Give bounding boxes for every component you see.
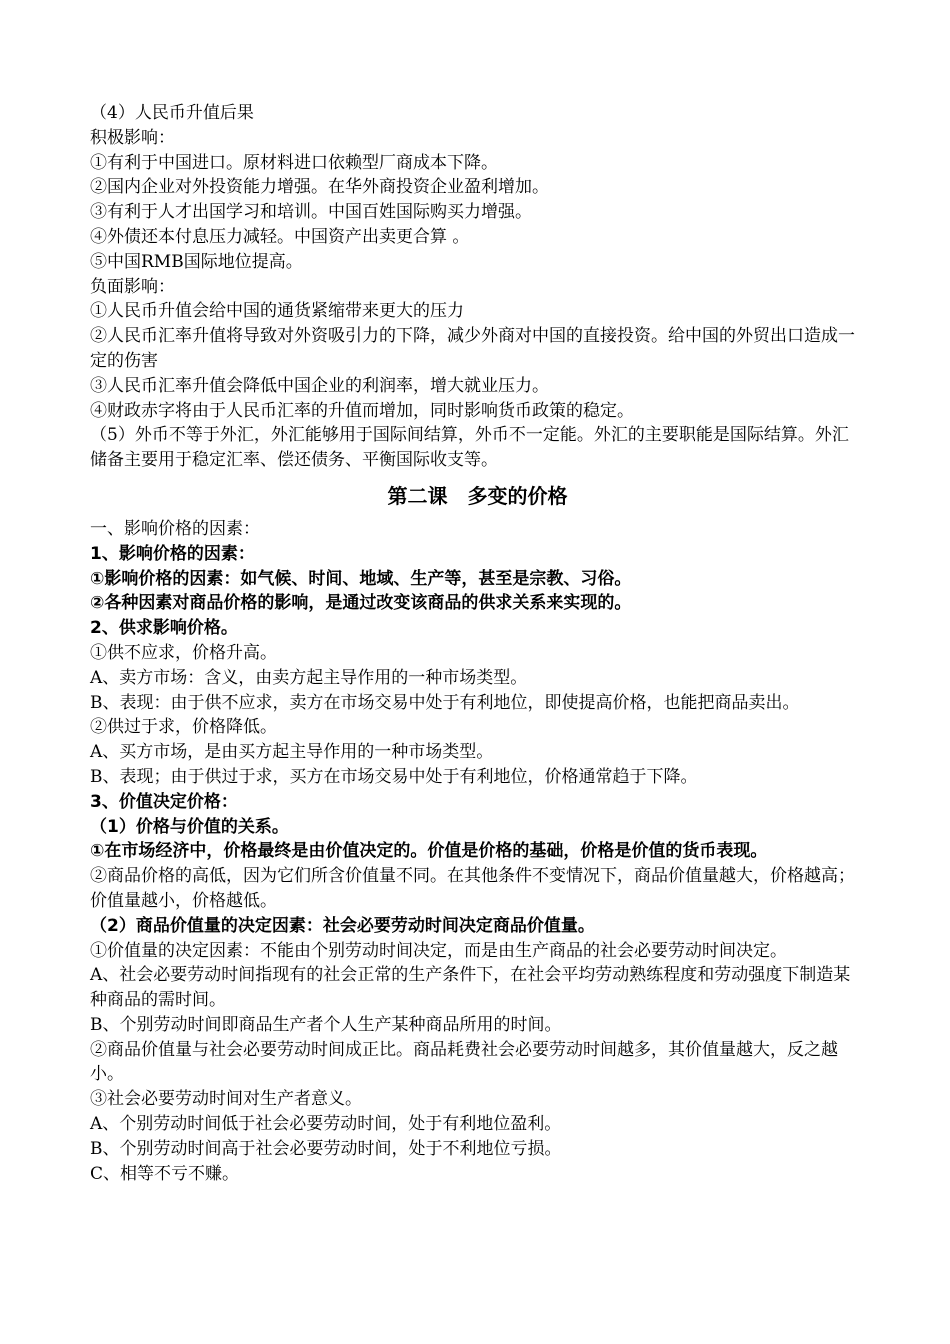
negative-item: ④财政赤字将由于人民币汇率的升值而增加，同时影响货币政策的稳定。 [90, 400, 634, 421]
positive-item: ⑤中国RMB国际地位提高。 [90, 251, 303, 272]
list-item: ②供过于求，价格降低。 [90, 717, 277, 738]
bold-item: ①在市场经济中，价格最终是由价值决定的。价值是价格的基础，价格是价值的货币表现。 [90, 841, 768, 862]
negative-item: ②人民币汇率升值将导致对外资吸引力的下降，减少外商对中国的直接投资。给中国的外贸出口造成一定的伤害 [90, 326, 855, 371]
bold-item: ①影响价格的因素：如气候、时间、地域、生产等，甚至是宗教、习俗。 [90, 568, 632, 589]
list-item: B、个别劳动时间高于社会必要劳动时间，处于不利地位亏损。 [90, 1138, 562, 1159]
positive-item: ④外债还本付息压力减轻。中国资产出卖更合算 。 [90, 226, 470, 247]
list-item: B、表现；由于供过于求，买方在市场交易中处于有利地位，价格通常趋于下降。 [90, 766, 698, 787]
subheading: 1、影响价格的因素： [90, 543, 255, 564]
list-item: ②商品价格的高低，因为它们所含价值量不同。在其他条件不变情况下，商品价值量越大，价格越高；价值量越小，价格越低。 [90, 866, 855, 911]
negative-item: ①人民币升值会给中国的通货紧缩带来更大的压力 [90, 301, 464, 322]
negative-label: 负面影响： [90, 276, 175, 297]
positive-label: 积极影响： [90, 127, 175, 148]
lesson-title: 第二课 多变的价格 [387, 483, 568, 508]
list-item: A、社会必要劳动时间指现有的社会正常的生产条件下，在社会平均劳动熟练程度和劳动强度下制造某种商品的需时间。 [90, 965, 851, 1011]
list-item: A、个别劳动时间低于社会必要劳动时间，处于有利地位盈利。 [90, 1114, 562, 1135]
bold-item: ②各种因素对商品价格的影响，是通过改变该商品的供求关系来实现的。 [90, 593, 632, 614]
list-item: ③社会必要劳动时间对生产者意义。 [90, 1089, 362, 1110]
subheading: （1）价格与价值的关系。 [90, 816, 289, 837]
positive-item: ①有利于中国进口。原材料进口依赖型厂商成本下降。 [90, 152, 498, 173]
list-item: C、相等不亏不赚。 [90, 1163, 240, 1184]
list-item: B、表现：由于供不应求，卖方在市场交易中处于有利地位，即使提高价格，也能把商品卖出。 [90, 692, 800, 713]
list-item: ①供不应求，价格升高。 [90, 642, 277, 663]
document-page [90, 101, 865, 1186]
list-item: ①价值量的决定因素：不能由个别劳动时间决定，而是由生产商品的社会必要劳动时间决定。 [90, 940, 787, 961]
positive-item: ③有利于人才出国学习和培训。中国百姓国际购买力增强。 [90, 202, 532, 223]
subheading: 2、供求影响价格。 [90, 618, 238, 639]
positive-item: ②国内企业对外投资能力增强。在华外商投资企业盈利增加。 [90, 177, 549, 198]
list-item: ②商品价值量与社会必要劳动时间成正比。商品耗费社会必要劳动时间越多，其价值量越大，反之越小。 [90, 1039, 838, 1085]
intro-line: 一、影响价格的因素： [90, 518, 260, 539]
section-heading: （4）人民币升值后果 [90, 103, 254, 123]
list-item: A、卖方市场：含义，由卖方起主导作用的一种市场类型。 [90, 667, 528, 688]
list-item: A、买方市场，是由买方起主导作用的一种市场类型。 [90, 742, 494, 763]
subheading: 3、价值决定价格： [90, 791, 238, 812]
list-item: B、个别劳动时间即商品生产者个人生产某种商品所用的时间。 [90, 1014, 562, 1035]
subheading: （2）商品价值量的决定因素：社会必要劳动时间决定商品价值量。 [90, 915, 595, 936]
negative-item: ③人民币汇率升值会降低中国企业的利润率，增大就业压力。 [90, 375, 549, 396]
note-paragraph: （5）外币不等于外汇，外汇能够用于国际间结算，外币不一定能。外汇的主要职能是国际结算。外汇储备主要用于稳定汇率、偿还债务、平衡国际收支等。 [90, 425, 849, 471]
